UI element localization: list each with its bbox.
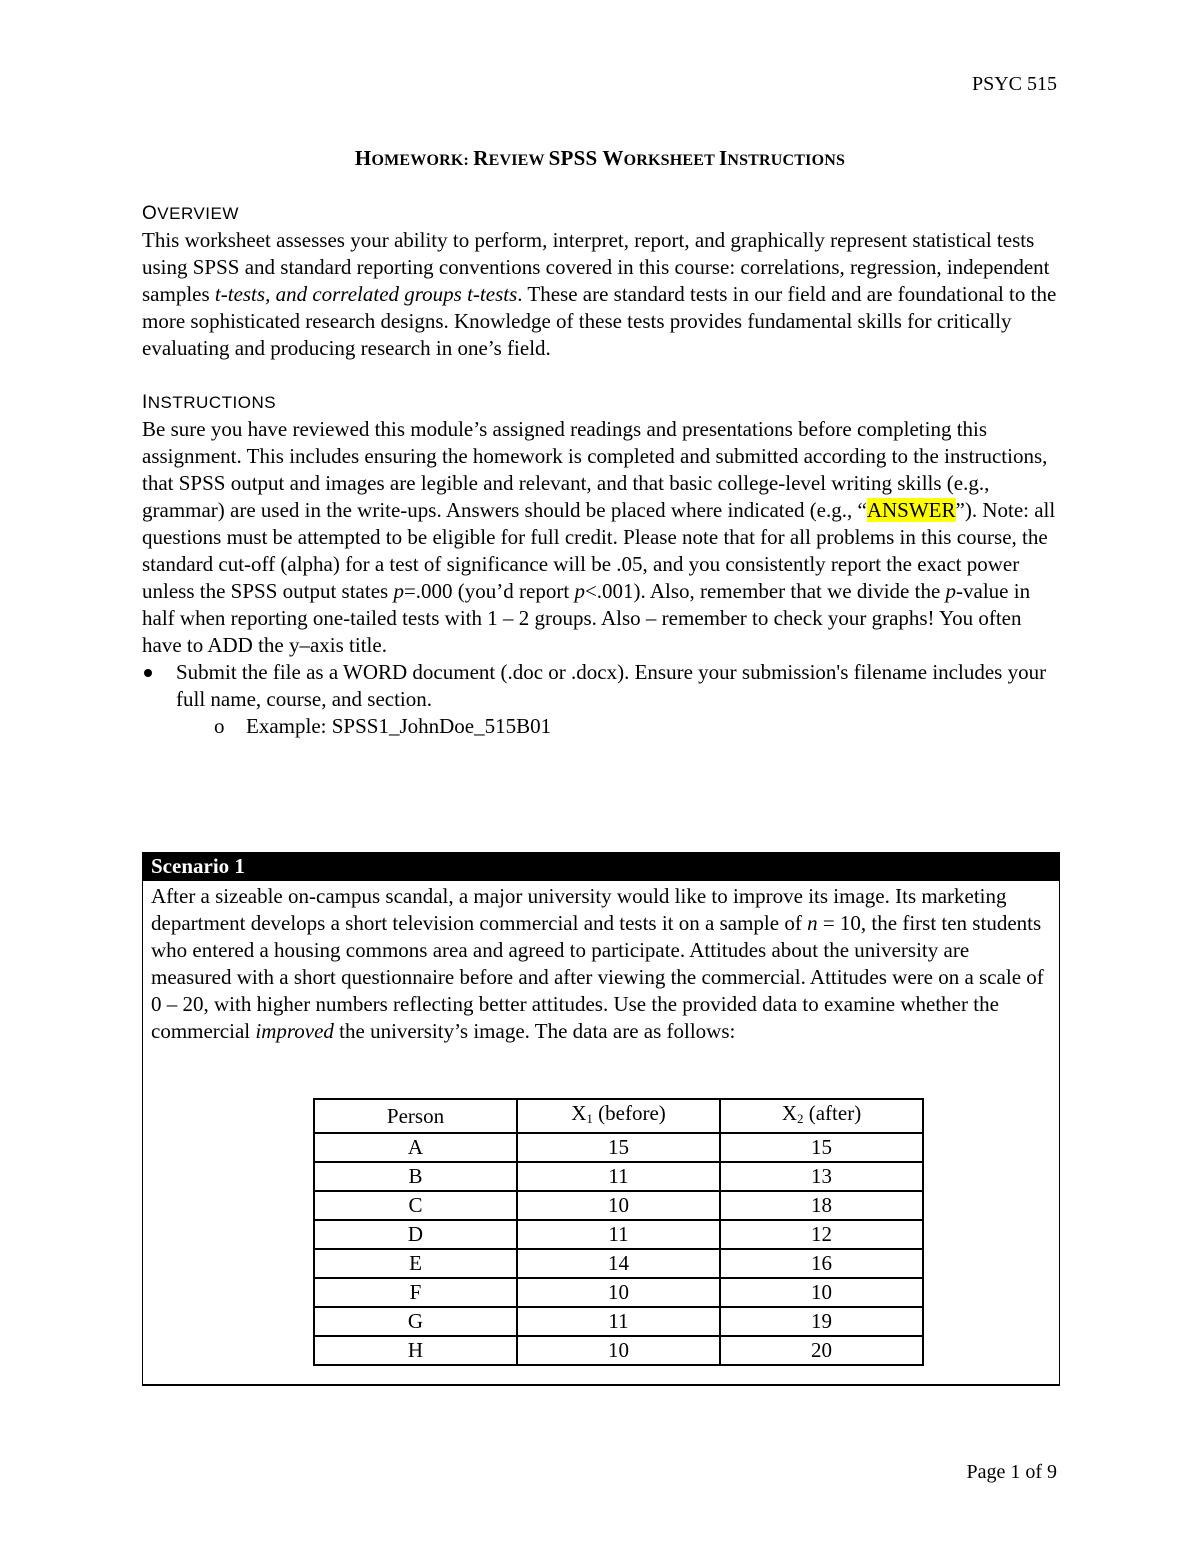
- sub-list-item-text: Example: SPSS1_JohnDoe_515B01: [246, 714, 552, 738]
- table-row: [314, 1133, 923, 1162]
- cell-person: E: [314, 1249, 517, 1278]
- cell-before: 10: [517, 1191, 720, 1220]
- cell-before: 10: [517, 1336, 720, 1365]
- title-part-smallcaps: ORKSHEET: [623, 152, 719, 169]
- header-subscript: 2: [796, 1111, 804, 1126]
- title-part-smallcaps: EVIEW: [488, 152, 549, 169]
- cell-after: 12: [720, 1220, 923, 1249]
- list-item: [142, 659, 1062, 713]
- cell-person: F: [314, 1278, 517, 1307]
- header-text: (after): [803, 1101, 862, 1125]
- text-run: -value in half when reporting one-tailed tests with 1 – 2 groups. Also – remember to check your graphs! You often have to ADD the y–axis title.: [142, 579, 1031, 657]
- table-row: [314, 1249, 923, 1278]
- instructions-paragraph: [142, 416, 1062, 659]
- cell-after: 19: [720, 1307, 923, 1336]
- overview-heading: [142, 200, 1062, 227]
- cell-after: 18: [720, 1191, 923, 1220]
- instruction-list: [142, 659, 1062, 713]
- header-subscript: 1: [586, 1111, 593, 1126]
- cell-person: B: [314, 1162, 517, 1191]
- header-x1: [517, 1099, 720, 1133]
- italic-run: t-tests, and correlated groups t-tests: [214, 282, 518, 306]
- text-run: After a sizeable on-campus scandal, a major university would like to improve its image. Its marketing department develops a short television commercial and tests it on a sample of: [151, 884, 1007, 935]
- cell-after: 13: [720, 1162, 923, 1191]
- cell-after: 20: [720, 1336, 923, 1365]
- title-part: SPSS: [548, 146, 598, 170]
- table-row: [314, 1191, 923, 1220]
- scenario-title: Scenario 1: [143, 852, 1059, 881]
- table-row: [314, 1307, 923, 1336]
- text-run: <.001). Also, remember that we divide the: [584, 579, 946, 603]
- cell-after: 15: [720, 1133, 923, 1162]
- text-run: This worksheet assesses your ability to perform, interpret, report, and graphically represent statistical tests using SPSS and standard reporting conventions covered in this course: correlations, regression, independent samples: [142, 228, 1050, 306]
- cell-person: A: [314, 1133, 517, 1162]
- cell-after: 10: [720, 1278, 923, 1307]
- title-part-smallcaps: OMEWORK:: [371, 152, 474, 169]
- cell-person: D: [314, 1220, 517, 1249]
- table-row: [314, 1162, 923, 1191]
- spacer: [142, 362, 1062, 389]
- cell-before: 14: [517, 1249, 720, 1278]
- header-person: Person: [314, 1099, 517, 1133]
- header-x2: [720, 1099, 923, 1133]
- cell-person: G: [314, 1307, 517, 1336]
- page-header-course: PSYC 515: [971, 73, 1057, 95]
- sub-bullet-icon: o: [214, 714, 225, 738]
- cell-before: 15: [517, 1133, 720, 1162]
- table-row: [314, 1336, 923, 1365]
- bullet-icon: [144, 669, 152, 677]
- instructions-heading: [142, 389, 1062, 416]
- answer-highlight: ANSWER: [866, 498, 956, 522]
- cell-person: H: [314, 1336, 517, 1365]
- page-number: Page 1 of 9: [966, 1461, 1057, 1483]
- heading-rest: VERVIEW: [157, 204, 239, 223]
- header-text: X: [781, 1101, 797, 1125]
- title-part-smallcaps: NSTRUCTIONS: [727, 152, 846, 169]
- italic-p: p: [945, 579, 957, 603]
- sub-list-item: [142, 713, 1062, 740]
- cell-before: 11: [517, 1220, 720, 1249]
- overview-paragraph: [142, 227, 1062, 362]
- scenario-text: [143, 881, 1059, 1045]
- title-part: H: [354, 146, 372, 170]
- cell-after: 16: [720, 1249, 923, 1278]
- italic-n: n: [807, 911, 818, 935]
- italic-improved: improved: [255, 1019, 334, 1043]
- text-run: the university’s image. The data are as follows:: [333, 1019, 736, 1043]
- heading-cap: I: [142, 392, 148, 413]
- header-text: X: [571, 1101, 587, 1125]
- italic-p: p: [393, 579, 404, 603]
- list-item-text: Submit the file as a WORD document (.doc or .docx). Ensure your submission's filename includes your full name, course, and section.: [176, 660, 1047, 711]
- text-run: =.000 (you’d report: [403, 579, 575, 603]
- title-part: R: [473, 146, 489, 170]
- heading-rest: NSTRUCTIONS: [147, 393, 277, 412]
- table-row: [314, 1220, 923, 1249]
- cell-person: C: [314, 1191, 517, 1220]
- table-row: [314, 1278, 923, 1307]
- title-part: I: [718, 146, 728, 170]
- text-run: Be sure you have reviewed this module’s assigned readings and presentations before completing this assignment. This includes ensuring the homework is completed and submitted according to the instructions, that SPSS output and images are legible and relevant, and that basic college-level writing skills (e.g., grammar) are used in the write-ups. Answers should be placed where indicated (e.g., “: [142, 417, 1048, 522]
- title-part: W: [602, 146, 624, 170]
- text-run: ”). Note: all questions must be attempted to be eligible for full credit. Please note that for all problems in this course, the standard cut-off (alpha) for a test of significance will be .05, and you consistently report the exact power unless the SPSS output states: [142, 498, 1056, 603]
- italic-p: p: [574, 579, 585, 603]
- text-run: . These are standard tests in our field and are foundational to the more sophisticated research designs. Knowledge of these tests provides fundamental skills for critically evaluating and producing research in one’s field.: [142, 282, 1057, 360]
- main-content: [142, 200, 1062, 740]
- table-header-row: [314, 1099, 923, 1133]
- data-table: [313, 1098, 924, 1366]
- cell-before: 11: [517, 1307, 720, 1336]
- cell-before: 10: [517, 1278, 720, 1307]
- text-run: = 10, the first ten students who entered a housing commons area and agreed to participate. Attitudes about the university are measured with a short questionnaire before and after viewing the commercial. Attitudes were on a scale of 0 – 20, with higher numbers reflecting better attitudes. Use the provided data to examine whether the commercial: [151, 911, 1044, 1043]
- scenario-box: [142, 852, 1060, 1386]
- heading-cap: O: [142, 203, 158, 224]
- document-title: [0, 146, 1200, 171]
- header-text: (before): [592, 1101, 666, 1125]
- cell-before: 11: [517, 1162, 720, 1191]
